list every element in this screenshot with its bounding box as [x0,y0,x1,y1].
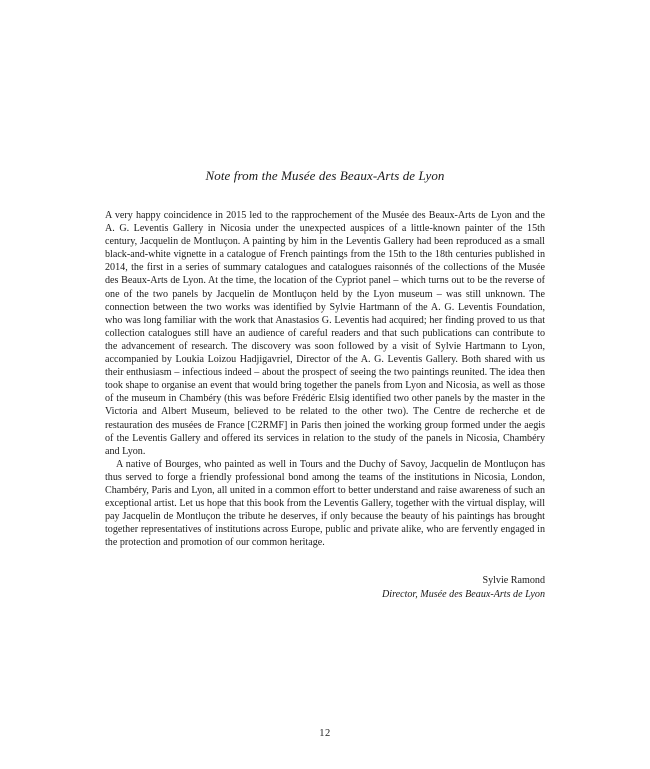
paragraph-1: A very happy coincidence in 2015 led to the rapprochement of the Musée des Beaux-Arts de Lyon and the A. G. Leventis Gallery in Nicosia under the unexpected auspices of a little-known painter of the 15th century, Jacquelin de Montluçon. A painting by him in the Leventis Gallery had been reproduced as a small black-and-white vignette in a catalogue of French paintings from the 15th to the 18th centuries published in 2014, the first in a series of summary catalogues and catalogues raisonnés of the collections of the Musée des Beaux-Arts de Lyon. At the time, the location of the Cypriot panel – which turns out to be the reverse of one of the two panels by Jacquelin de Montluçon held by the Lyon museum – was still unknown. The connection between the two works was identified by Sylvie Hartmann of the A. G. Leventis Foundation, who was long familiar with the work that Anastasios G. Leventis had acquired; her finding proved to us that collection catalogues still have an audience of careful readers and that such publications can contribute to the advancement of research. The discovery was soon followed by a visit of Sylvie Hartmann to Lyon, accompanied by Loukia Loizou Hadjigavriel, Director of the A. G. Leventis Gallery. Both shared with us their enthusiasm – infectious indeed – about the prospect of seeing the two paintings reunited. The idea then took shape to organise an event that would bring together the panels from Lyon and Nicosia, as well as those of the museum in Chambéry (this was before Frédéric Elsig identified two other panels by the master in the Victoria and Albert Museum, believed to be related to the other two). The Centre de recherche et de restauration des musées de France [C2RMF] in Paris then joined the working group formed under the aegis of the Leventis Gallery and offered its services in relation to the study of the panels in Nicosia, Chambéry and Lyon. [105,210,545,457]
signature-block [382,574,545,602]
page-title: Note from the Musée des Beaux-Arts de Lyon [205,168,445,183]
signature-name: Sylvie Ramond [482,575,545,586]
page-number: 12 [319,728,331,739]
paragraph-2: A native of Bourges, who painted as well in Tours and the Duchy of Savoy, Jacquelin de Montluçon has thus served to forge a friendly professional bond among the teams of the institutions in Nicosia, London, Chambéry, Paris and Lyon, all united in a common effort to better understand and raise awareness of such an exceptional artist. Let us hope that this book from the Leventis Gallery, together with the virtual display, will pay Jacquelin de Montluçon the tribute he deserves, if only because the beauty of his paintings has brought together representatives of institutions across Europe, public and private alike, who are fervently engaged in the protection and promotion of our common heritage. [105,458,545,549]
signature-role: Director, Musée des Beaux-Arts de Lyon [381,589,545,600]
body-text [105,209,545,549]
